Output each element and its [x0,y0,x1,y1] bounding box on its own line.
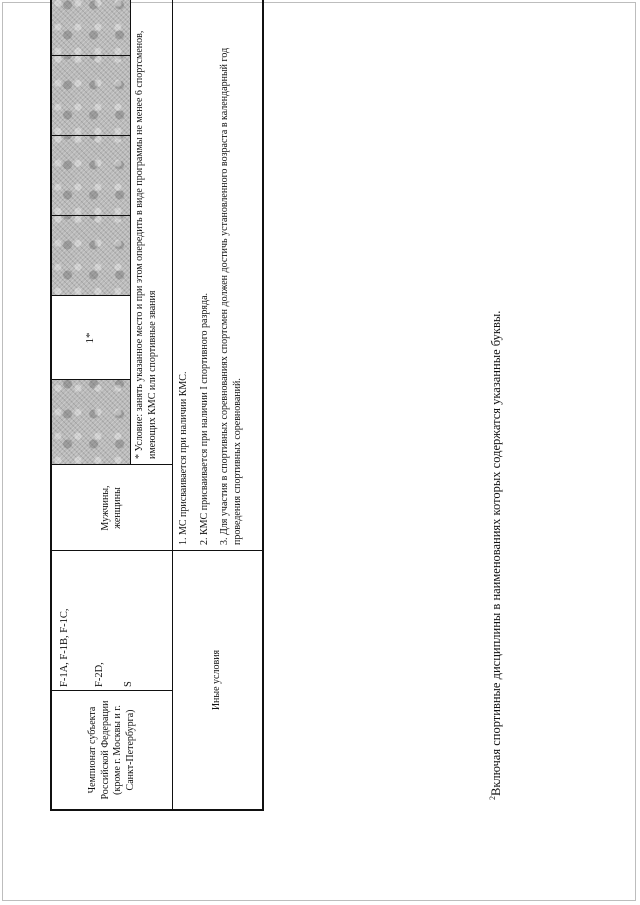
gender-cell [52,465,172,551]
place-value: 1* [84,332,97,344]
classes-line-2: F-2D, [94,662,106,687]
gender-label: Мужчины, женщины [99,485,123,531]
condition-item: 1. МС присваивается при наличии КМС. [178,371,189,545]
shaded-cell-5 [52,0,130,56]
footnote-text: Включая спортивные дисциплины в наименованиях которых содержатся указанные буквы. [489,310,504,796]
classes-line-1: F-1A, F-1B, F-1C, [59,608,70,687]
classes-line-3: S [123,681,135,687]
footnote-marker: 2 [488,796,497,800]
shaded-cell-3 [52,136,130,216]
shaded-cell-1 [52,380,130,465]
condition-item: 3. Для участия в спортивных соревнованиях спортсмен должен достичь установленного возраста в календарный год проведения спортивных соревнований. [219,47,243,545]
condition-item: 2. КМС присваивается при наличии I спортивного разряда. [198,292,210,545]
shaded-cell-4 [52,56,130,136]
other-conditions-label-cell [172,551,262,809]
ranks-table [50,0,264,811]
other-conditions-cell [172,0,262,551]
shaded-cell-2 [52,216,130,296]
footnote [488,10,504,800]
place-cell [52,296,130,380]
competition-name: Чемпионат субъекта Российской Федерации (кроме г. Москвы и г. Санкт-Петербурга) [87,700,136,800]
classes-cell [52,551,172,691]
condition-note-cell [130,0,172,465]
competition-cell [52,691,172,809]
condition-note: * Условие: занять указанное место и при этом опередить в виде программы не менее 6 спортсменов, имеющих КМС или спортивные звания [134,30,158,459]
other-conditions-label: Иные условия [210,649,222,711]
